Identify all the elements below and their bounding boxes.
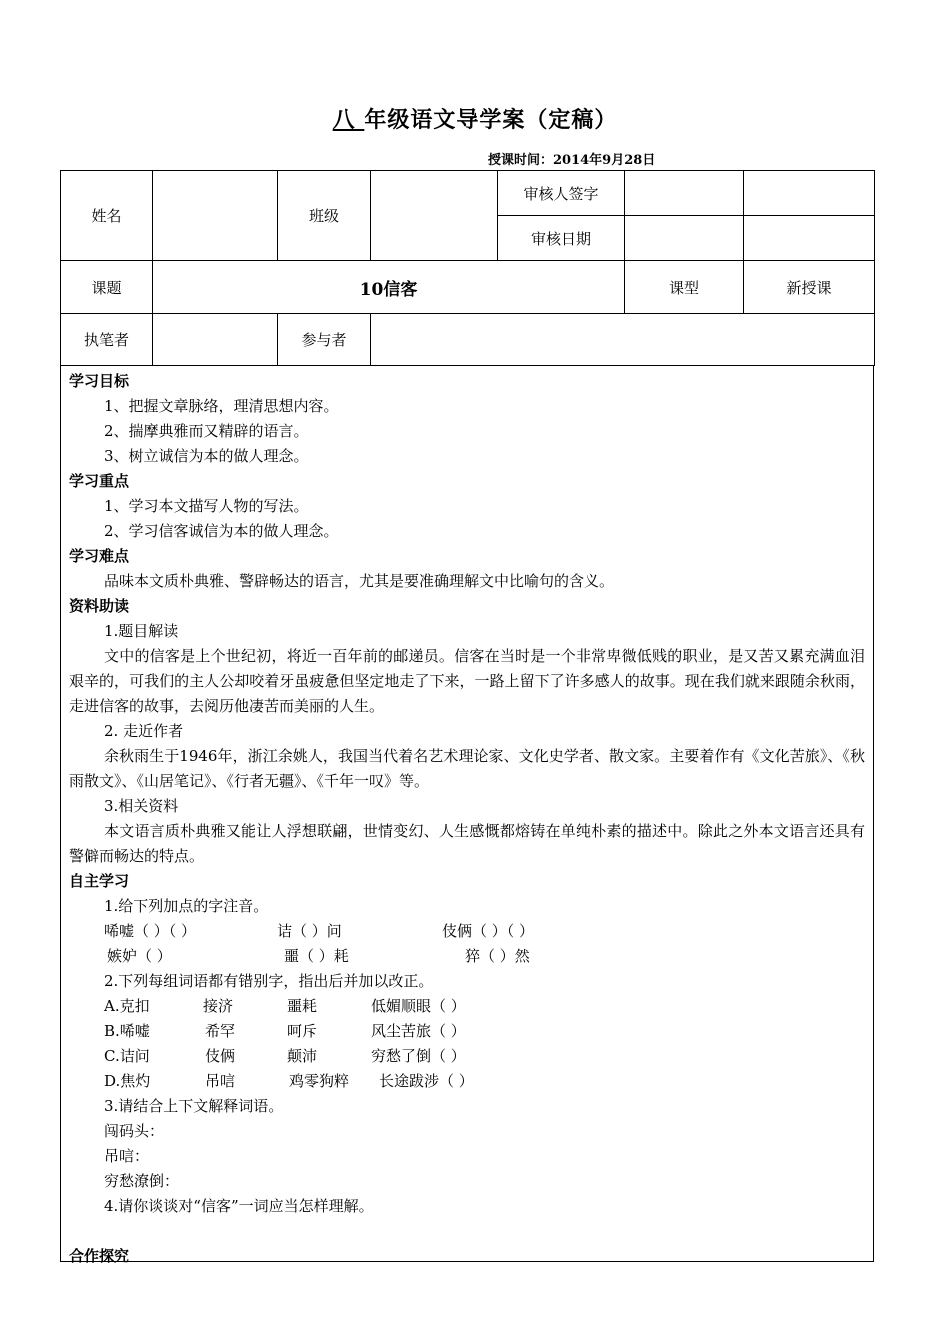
option-row [69, 994, 865, 1019]
lesson-type-label: 课型 [625, 261, 744, 314]
pinyin-item: 伎俩（ ）（ ） [442, 922, 535, 940]
pinyin-item: 诘（ ）问 [277, 922, 342, 940]
focus-item: 1、学习本文描写人物的写法。 [104, 497, 309, 515]
coop-heading: 合作探究 [69, 1247, 130, 1265]
goal-item: 2、揣摩典雅而又精辟的语言。 [104, 422, 309, 440]
review-date-extra[interactable] [744, 216, 875, 261]
option-word: 接济 [203, 997, 234, 1015]
focus-heading: 学习重点 [69, 472, 130, 490]
author-label: 执笔者 [61, 314, 153, 366]
reviewer-sign-extra[interactable] [744, 171, 875, 216]
info-table [60, 170, 875, 366]
option-word: 低媚顺眼（ ） [371, 997, 466, 1015]
review-date-label: 审核日期 [498, 216, 625, 261]
option-row [69, 1044, 865, 1069]
grade-underlined: 八 [332, 107, 365, 133]
reading-paragraph: 本文语言质朴典雅又能让人浮想联翩，世情变幻、人生感慨都熔铸在单纯朴素的描述中。除此之外本文语言还具有警僻而畅达的特点。 [69, 822, 865, 865]
option-word: C.诘问 [104, 1047, 150, 1065]
reviewer-sign-field[interactable] [625, 171, 744, 216]
class-label: 班级 [278, 171, 371, 261]
term-item: 穷愁潦倒： [104, 1172, 180, 1190]
participant-field[interactable] [371, 314, 875, 366]
reading-subheading: 3.相关资料 [104, 797, 179, 815]
reviewer-sign-label: 审核人签字 [498, 171, 625, 216]
focus-item: 2、学习信客诚信为本的做人理念。 [104, 522, 339, 540]
term-item: 闯码头： [104, 1122, 165, 1140]
name-label: 姓名 [61, 171, 153, 261]
pinyin-row [69, 944, 865, 969]
class-field[interactable] [371, 171, 498, 261]
option-word: A.克扣 [104, 997, 150, 1015]
goal-item: 3、树立诚信为本的做人理念。 [104, 447, 309, 465]
difficulty-text: 品味本文质朴典雅、警辟畅达的语言，尤其是要准确理解文中比喻句的含义。 [104, 572, 615, 590]
difficulty-heading: 学习难点 [69, 547, 130, 565]
option-word: 风尘苦旅（ ） [371, 1022, 466, 1040]
goal-item: 1、把握文章脉络，理清思想内容。 [104, 397, 339, 415]
option-row [69, 1019, 865, 1044]
page-title [0, 103, 950, 134]
pinyin-row [69, 919, 865, 944]
option-word: 噩耗 [287, 997, 318, 1015]
blank-line [69, 1219, 865, 1244]
reading-paragraph: 余秋雨生于1946年，浙江余姚人，我国当代着名艺术理论家、文化史学者、散文家。主要着作有《文化苦旅》、《秋雨散文》、《山居笔记》、《行者无疆》、《千年一叹》等。 [69, 747, 865, 790]
self-study-heading: 自主学习 [69, 872, 130, 890]
author-field[interactable] [153, 314, 278, 366]
reading-subheading: 1.题目解读 [104, 622, 179, 640]
question-1: 1.给下列加点的字注音。 [104, 897, 269, 915]
pinyin-item: 噩（ ）耗 [284, 947, 349, 965]
topic-value: 10信客 [153, 261, 625, 314]
pinyin-item: 嫉妒（ ） [107, 947, 172, 965]
pinyin-item: 唏嘘（ ）（ ） [104, 922, 197, 940]
term-item: 吊唁： [104, 1147, 150, 1165]
option-word: 穷愁了倒（ ） [371, 1047, 466, 1065]
option-word: 颠沛 [287, 1047, 318, 1065]
option-word: D.焦灼 [104, 1072, 151, 1090]
question-4: 4.请你谈谈对“信客”一词应当怎样理解。 [104, 1197, 374, 1215]
option-word: 鸡零狗粹 [289, 1072, 350, 1090]
pinyin-item: 猝（ ）然 [465, 947, 530, 965]
option-word: 长途跋涉（ ） [379, 1072, 474, 1090]
option-word: B.唏嘘 [104, 1022, 150, 1040]
reading-heading: 资料助读 [69, 597, 130, 615]
title-text: 年级语文导学案（定稿） [364, 107, 618, 133]
review-date-field[interactable] [625, 216, 744, 261]
reading-subheading: 2. 走近作者 [104, 722, 184, 740]
content-box [60, 365, 874, 1265]
option-word: 吊唁 [205, 1072, 236, 1090]
lesson-date: 授课时间：2014年9月28日 [488, 153, 656, 168]
question-2: 2.下列每组词语都有错别字，指出后并加以改正。 [104, 972, 434, 990]
option-word: 呵斥 [287, 1022, 318, 1040]
name-field[interactable] [153, 171, 278, 261]
goals-heading: 学习目标 [69, 372, 130, 390]
topic-label: 课题 [61, 261, 153, 314]
reading-paragraph: 文中的信客是上个世纪初，将近一百年前的邮递员。信客在当时是一个非常卑微低贱的职业，是又苦又累充满血泪艰辛的，可我们的主人公却咬着牙虽疲惫但坚定地走了下来，一路上留下了许多感人的故事。现在我们就来跟随余秋雨，走进信客的故事，去阅历他凄苦而美丽的人生。 [69, 647, 865, 715]
lesson-type-value: 新授课 [744, 261, 875, 314]
question-3: 3.请结合上下文解释词语。 [104, 1097, 284, 1115]
option-word: 伎俩 [205, 1047, 236, 1065]
participant-label: 参与者 [278, 314, 371, 366]
option-row [69, 1069, 865, 1094]
option-word: 希罕 [205, 1022, 236, 1040]
